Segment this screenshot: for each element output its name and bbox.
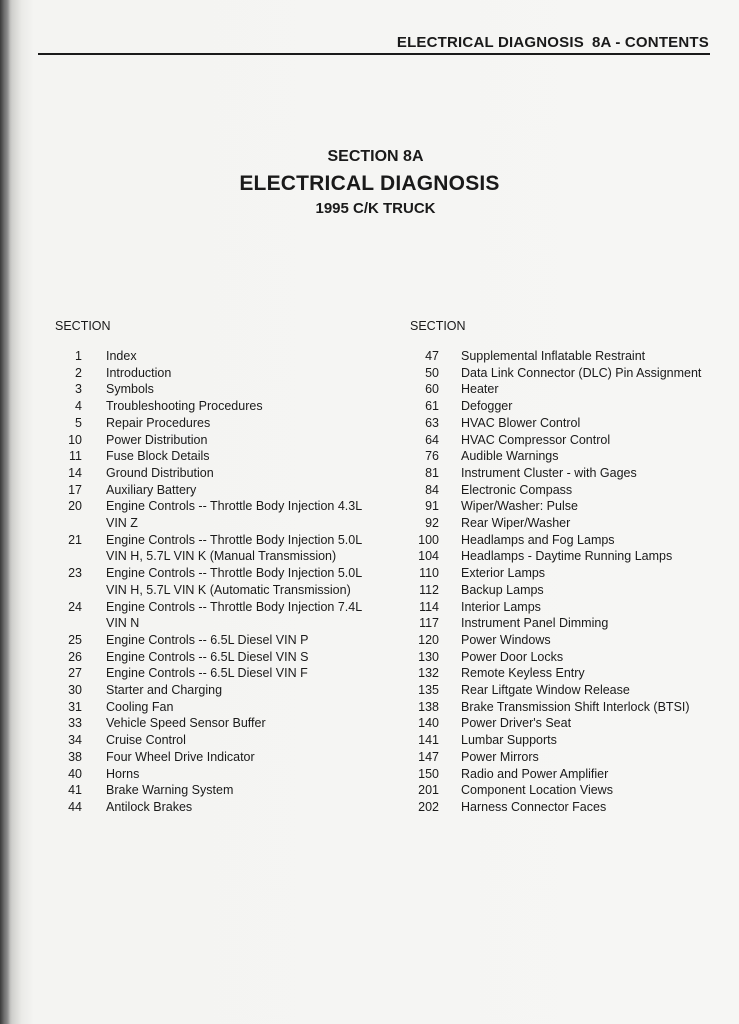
section-title: Fuse Block Details [106, 449, 210, 464]
section-title: Remote Keyless Entry [461, 666, 585, 681]
contents-entry [55, 749, 385, 766]
contents-entry [410, 715, 720, 732]
contents-entry [55, 498, 385, 531]
contents-entry [410, 398, 720, 415]
section-number: 30 [68, 683, 82, 698]
section-number: 2 [75, 365, 82, 380]
section-title: Symbols [106, 382, 154, 397]
section-title: Index [106, 349, 137, 363]
section-title: Power Distribution [106, 432, 208, 447]
contents-entry [55, 599, 385, 632]
running-header-section: 8A - CONTENTS [591, 34, 709, 51]
contents-entry [410, 665, 720, 682]
section-title: Radio and Power Amplifier [461, 766, 609, 781]
section-number: 138 [418, 699, 439, 714]
section-title: Engine Controls -- 6.5L Diesel VIN P [106, 632, 309, 647]
section-number: 84 [425, 482, 439, 497]
section-title: Engine Controls -- Throttle Body Injection 7.4L VIN N [106, 599, 362, 631]
contents-entry [410, 632, 720, 649]
contents-entry [55, 732, 385, 749]
contents-entry [55, 465, 385, 482]
section-title: Brake Warning System [106, 783, 234, 798]
section-title: Ground Distribution [106, 465, 214, 480]
section-title: Power Windows [461, 632, 551, 647]
contents-list-right [410, 348, 720, 816]
contents-entry [55, 381, 385, 398]
section-number: 150 [418, 766, 439, 781]
contents-entry [55, 799, 385, 816]
contents-entry [55, 415, 385, 432]
section-title: Engine Controls -- 6.5L Diesel VIN S [106, 649, 309, 664]
section-title: Cruise Control [106, 733, 186, 748]
contents-entry [55, 398, 385, 415]
section-number: 44 [68, 799, 82, 814]
section-title: Component Location Views [461, 783, 613, 798]
section-number: 91 [425, 499, 439, 514]
contents-entry [410, 465, 720, 482]
section-number: 104 [418, 549, 439, 564]
section-title: Engine Controls -- Throttle Body Injection 5.0L VIN H, 5.7L VIN K (Automatic Transmission) [106, 566, 362, 597]
contents-entry [410, 649, 720, 666]
contents-entry [55, 766, 385, 783]
section-title: Engine Controls -- 6.5L Diesel VIN F [106, 666, 308, 681]
section-number: 112 [419, 582, 439, 597]
contents-entry [410, 432, 720, 449]
section-number: 100 [418, 532, 439, 547]
section-title: Antilock Brakes [106, 799, 193, 814]
section-number: 92 [425, 516, 439, 531]
section-number: 110 [419, 566, 439, 581]
contents-entry [55, 665, 385, 682]
section-number: 21 [68, 532, 82, 547]
contents-entry [55, 348, 385, 365]
contents-entry [410, 482, 720, 499]
section-title: Repair Procedures [106, 415, 211, 430]
column-heading: SECTION [55, 319, 111, 333]
contents-entry [55, 649, 385, 666]
section-title: Headlamps - Daytime Running Lamps [461, 549, 673, 564]
section-number: 5 [75, 415, 82, 430]
section-number: 130 [418, 649, 439, 664]
section-number: 135 [418, 683, 439, 698]
section-number: 38 [68, 749, 82, 764]
section-title: Wiper/Washer: Pulse [461, 499, 578, 514]
section-number: 33 [68, 716, 82, 731]
section-number: 61 [425, 399, 439, 414]
section-number: 47 [425, 349, 439, 363]
section-title: Rear Liftgate Window Release [461, 683, 630, 698]
section-title: Starter and Charging [106, 683, 223, 698]
section-title: Instrument Cluster - with Gages [461, 465, 637, 480]
section-number: 25 [68, 632, 82, 647]
section-number: 120 [418, 632, 439, 647]
section-title: Heater [461, 382, 499, 397]
contents-entry [410, 565, 720, 582]
section-number: 27 [68, 666, 82, 681]
section-title: Power Door Locks [461, 649, 564, 664]
section-number: 140 [418, 716, 439, 731]
section-number-title: SECTION 8A [327, 148, 424, 165]
running-header-title: ELECTRICAL DIAGNOSIS [396, 34, 584, 51]
section-title: Vehicle Speed Sensor Buffer [106, 716, 266, 731]
contents-column-left [55, 318, 385, 816]
section-number: 23 [68, 566, 82, 581]
section-title: Data Link Connector (DLC) Pin Assignment [461, 365, 702, 380]
section-title: Headlamps and Fog Lamps [461, 532, 615, 547]
section-title: Introduction [106, 365, 172, 380]
section-number: 34 [68, 733, 82, 748]
section-number: 20 [68, 499, 82, 514]
contents-entry [410, 682, 720, 699]
section-number: 117 [419, 616, 439, 631]
contents-entry [55, 682, 385, 699]
section-title: Defogger [461, 399, 513, 414]
page-subtitle: 1995 C/K TRUCK [315, 200, 436, 217]
contents-entry [55, 782, 385, 799]
page-title: ELECTRICAL DIAGNOSIS [239, 172, 500, 195]
section-number: 1 [75, 349, 82, 363]
section-number: 26 [68, 649, 82, 664]
section-number: 24 [68, 599, 82, 614]
contents-entry [55, 448, 385, 465]
contents-entry [55, 565, 385, 598]
contents-entry [410, 615, 720, 632]
section-title: Lumbar Supports [461, 733, 557, 748]
section-number: 132 [418, 666, 439, 681]
contents-entry [410, 365, 720, 382]
section-title: Horns [106, 766, 140, 781]
section-title: Auxiliary Battery [106, 482, 197, 497]
section-title: Interior Lamps [461, 599, 541, 614]
section-title: Backup Lamps [461, 582, 544, 597]
section-title: Four Wheel Drive Indicator [106, 749, 255, 764]
contents-entry [410, 548, 720, 565]
section-number: 60 [425, 382, 439, 397]
section-title: Troubleshooting Procedures [106, 399, 263, 414]
section-number: 11 [69, 449, 82, 464]
contents-entry [410, 498, 720, 515]
section-number: 41 [68, 783, 82, 798]
section-number: 10 [68, 432, 82, 447]
section-number: 201 [418, 783, 439, 798]
title-block [0, 148, 739, 217]
section-title: Brake Transmission Shift Interlock (BTSI) [461, 699, 690, 714]
contents-entry [410, 732, 720, 749]
contents-list-left [55, 348, 385, 816]
contents-entry [410, 348, 720, 365]
section-number: 31 [68, 699, 82, 714]
section-number: 147 [418, 749, 439, 764]
contents-entry [410, 749, 720, 766]
section-number: 17 [68, 482, 82, 497]
contents-entry [410, 415, 720, 432]
contents-column-right [410, 318, 720, 816]
section-number: 76 [425, 449, 439, 464]
section-title: Supplemental Inflatable Restraint [461, 349, 646, 363]
contents-entry [55, 715, 385, 732]
contents-entry [410, 532, 720, 549]
contents-entry [410, 782, 720, 799]
section-title: HVAC Compressor Control [461, 432, 611, 447]
contents-entry [410, 799, 720, 816]
section-title: Harness Connector Faces [461, 799, 607, 814]
contents-entry [410, 766, 720, 783]
section-title: Power Mirrors [461, 749, 539, 764]
section-title: HVAC Blower Control [461, 415, 581, 430]
running-header [397, 34, 709, 51]
section-number: 14 [68, 465, 82, 480]
contents-entry [55, 432, 385, 449]
section-title: Power Driver's Seat [461, 716, 572, 731]
contents-entry [410, 599, 720, 616]
section-number: 114 [419, 599, 439, 614]
section-number: 50 [425, 365, 439, 380]
contents-entry [410, 699, 720, 716]
section-title: Engine Controls -- Throttle Body Injection 5.0L VIN H, 5.7L VIN K (Manual Transmission) [106, 532, 362, 564]
section-number: 40 [68, 766, 82, 781]
section-number: 202 [418, 799, 439, 814]
section-title: Audible Warnings [461, 449, 559, 464]
contents-entry [410, 381, 720, 398]
contents-entry [55, 365, 385, 382]
section-number: 81 [425, 465, 439, 480]
section-number: 4 [75, 399, 82, 414]
section-number: 141 [418, 733, 439, 748]
section-number: 3 [75, 382, 82, 397]
section-title: Electronic Compass [461, 482, 573, 497]
section-title: Exterior Lamps [461, 566, 546, 581]
section-number: 63 [425, 415, 439, 430]
section-title: Engine Controls -- Throttle Body Injection 4.3L VIN Z [106, 499, 362, 531]
contents-entry [55, 632, 385, 649]
contents-entry [410, 582, 720, 599]
contents-entry [55, 482, 385, 499]
section-title: Rear Wiper/Washer [461, 516, 571, 531]
section-title: Instrument Panel Dimming [461, 616, 609, 631]
column-heading: SECTION [410, 319, 466, 333]
section-title: Cooling Fan [106, 699, 174, 714]
contents-entry [55, 699, 385, 716]
header-rule [38, 53, 710, 55]
contents-entry [55, 532, 385, 565]
contents-entry [410, 448, 720, 465]
contents-entry [410, 515, 720, 532]
section-number: 64 [425, 432, 439, 447]
